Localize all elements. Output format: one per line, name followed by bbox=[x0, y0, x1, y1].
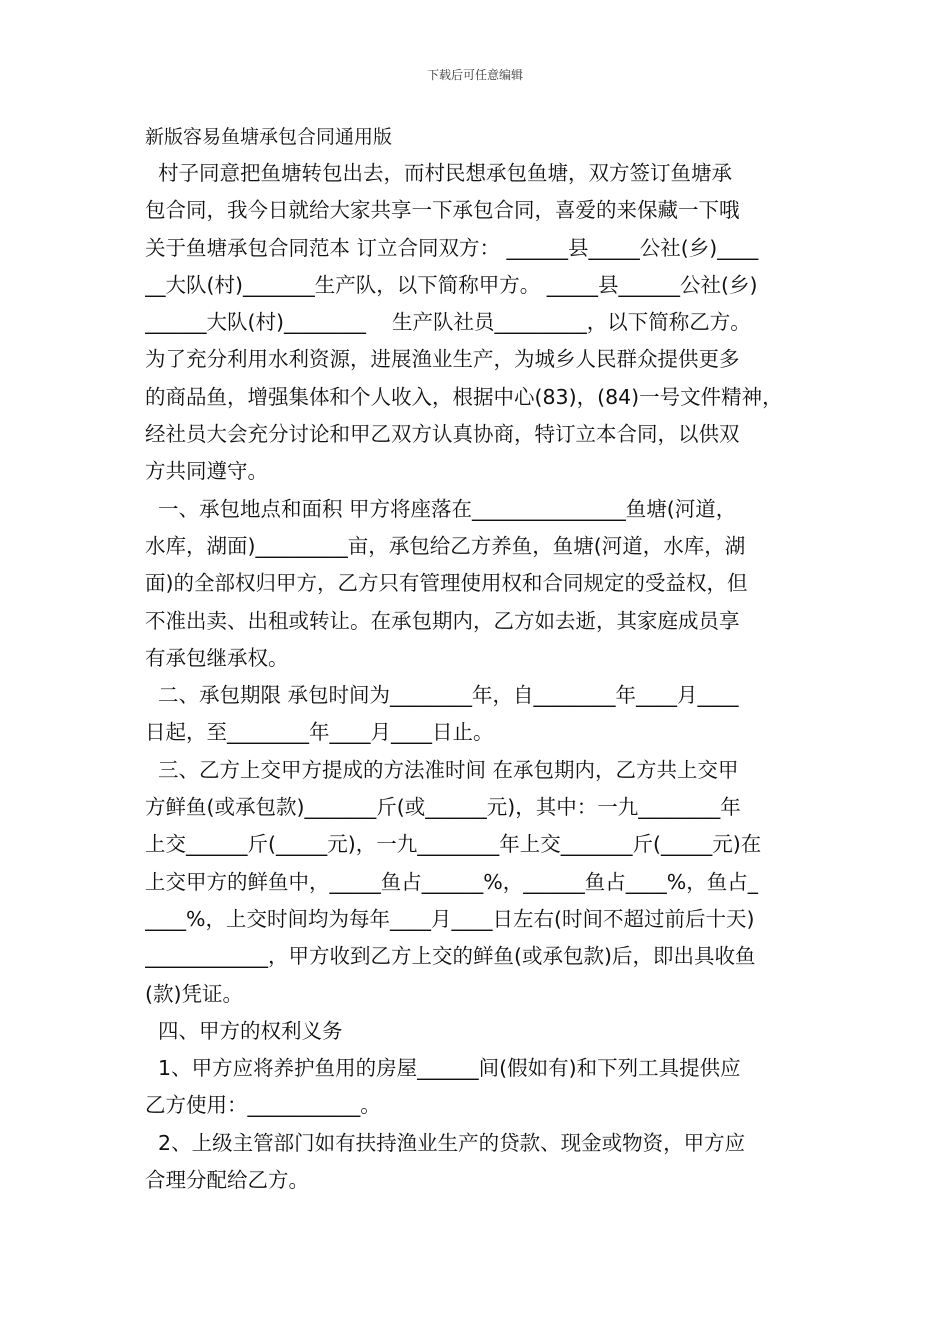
text-line: (款)凭证。 bbox=[145, 981, 243, 1006]
text-line: 不准出卖、出租或转让。在承包期内，乙方如去逝，其家庭成员享 bbox=[145, 608, 740, 633]
text-line: 的商品鱼，增强集体和个人收入，根据中心(83)，(84)一号文件精神， bbox=[145, 384, 783, 409]
text-line: 四、甲方的权利义务 bbox=[145, 1018, 343, 1043]
document-body bbox=[145, 155, 821, 1199]
page-header: 下载后可任意编辑 bbox=[426, 68, 523, 82]
document-title: 新版容易鱼塘承包合同通用版 bbox=[145, 126, 393, 148]
text-line: 二、承包期限 承包时间为________年，自________年____月____ bbox=[145, 683, 739, 708]
text-line: 有承包继承权。 bbox=[145, 645, 289, 670]
text-line: 方共同遵守。 bbox=[145, 459, 268, 484]
text-line: 1、甲方应将养护鱼用的房屋______间(假如有)和下列工具提供应 bbox=[145, 1056, 741, 1081]
text-line: 上交甲方的鲜鱼中，_____鱼占______%，______鱼占____%，鱼占_ bbox=[145, 869, 758, 894]
text-line: 为了充分利用水利资源，进展渔业生产，为城乡人民群众提供更多 bbox=[145, 347, 740, 372]
text-line: 上交______斤(_____元)，一九________年上交_______斤(_____元)在 bbox=[145, 832, 762, 857]
text-line: ____________，甲方收到乙方上交的鲜鱼(或承包款)后，即出具收鱼 bbox=[145, 944, 756, 969]
text-line: 日起，至________年____月____日止。 bbox=[145, 720, 494, 745]
text-line: 乙方使用：___________。 bbox=[145, 1093, 381, 1118]
text-line: 合理分配给乙方。 bbox=[145, 1168, 309, 1193]
text-line: 村子同意把鱼塘转包出去，而村民想承包鱼塘，双方签订鱼塘承 bbox=[145, 161, 733, 185]
text-line: 水库，湖面)_________亩，承包给乙方养鱼，鱼塘(河道，水库，湖 bbox=[145, 533, 746, 558]
text-line: __大队(村)_______生产队，以下简称甲方。 _____县______公社(乡) bbox=[145, 272, 758, 297]
text-line: 2、上级主管部门如有扶持渔业生产的贷款、现金或物资，甲方应 bbox=[145, 1130, 746, 1155]
text-line: 方鲜鱼(或承包款)_______斤(或______元)，其中：一九________年 bbox=[145, 795, 741, 820]
text-line: 包合同，我今日就给大家共享一下承包合同，喜爱的来保藏一下哦 bbox=[145, 198, 740, 223]
text-line: 三、乙方上交甲方提成的方法准时间 在承包期内，乙方共上交甲 bbox=[145, 757, 739, 782]
text-line: 一、承包地点和面积 甲方将座落在_______________鱼塘(河道， bbox=[145, 496, 737, 521]
text-line: ______大队(村)________ 生产队社员_________，以下简称乙方。 bbox=[145, 310, 751, 335]
text-line: 面)的全部权归甲方，乙方只有管理使用权和合同规定的受益权，但 bbox=[145, 571, 748, 596]
text-line: 关于鱼塘承包合同范本 订立合同双方： ______县_____公社(乡)____ bbox=[145, 235, 759, 260]
text-line: ____%，上交时间均为每年____月____日左右(时间不超过前后十天) bbox=[145, 906, 755, 931]
text-line: 经社员大会充分讨论和甲乙双方认真协商，特订立本合同，以供双 bbox=[145, 422, 740, 447]
